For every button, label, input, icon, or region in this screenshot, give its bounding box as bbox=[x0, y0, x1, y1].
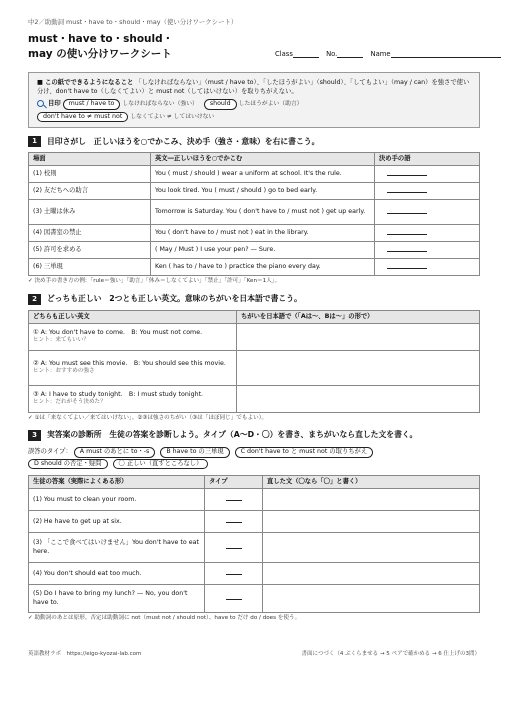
sentence-cell[interactable]: You ( don't have to / must not ) eat in the library. bbox=[151, 225, 375, 242]
corrected-answer-cell[interactable] bbox=[263, 585, 480, 613]
section-3-table bbox=[28, 475, 480, 613]
pair-text: ③ A: I have to study tonight. B: I must study tonight. bbox=[33, 391, 204, 399]
answer-line bbox=[226, 594, 242, 600]
corrected-answer-cell[interactable] bbox=[263, 489, 480, 511]
answer-line bbox=[387, 170, 427, 176]
magnifier-icon bbox=[37, 100, 44, 107]
footer-publisher: 英語教材ラボ https://eigo-kyozai-lab.com bbox=[28, 651, 142, 657]
difference-answer-cell[interactable] bbox=[237, 385, 480, 412]
sentence-cell[interactable]: Tomorrow is Saturday. You ( don't have to / must not ) get up early. bbox=[151, 200, 375, 225]
number-field[interactable] bbox=[337, 50, 363, 58]
table-row bbox=[29, 323, 480, 350]
table-row bbox=[29, 563, 480, 585]
difference-answer-cell[interactable] bbox=[237, 323, 480, 350]
table-row bbox=[29, 242, 480, 259]
key-note-must: しなければならない（強い） bbox=[122, 101, 198, 108]
type-answer-cell[interactable] bbox=[205, 511, 263, 533]
table-row bbox=[29, 183, 480, 200]
type-answer-cell[interactable] bbox=[205, 489, 263, 511]
keyword-answer-cell[interactable] bbox=[375, 242, 480, 259]
key-label: 目印 bbox=[48, 100, 61, 108]
section-1-title: 目印さがし 正しいほうを○でかこみ、決め手（強さ・意味）を右に書こう。 bbox=[47, 136, 320, 146]
keyword-answer-cell[interactable] bbox=[375, 200, 480, 225]
type-answer-cell[interactable] bbox=[205, 585, 263, 613]
keyword-answer-cell[interactable] bbox=[375, 259, 480, 276]
breadcrumb: 中2／助動詞 must・have to・should・may（使い分けワークシート） bbox=[28, 18, 238, 26]
contrast-row bbox=[37, 112, 471, 123]
table-row bbox=[29, 350, 480, 385]
student-answer-cell: (5) Do I have to bring my lunch? — No, you don't have to. bbox=[29, 585, 205, 613]
class-label: Class bbox=[275, 49, 293, 58]
header-keyword: 決め手の語 bbox=[375, 153, 480, 166]
key-pill-must: must / have to bbox=[63, 99, 121, 110]
pair-hint: ヒント：おすすめの強さ bbox=[33, 368, 95, 375]
table-header-row bbox=[29, 310, 480, 323]
corrected-answer-cell[interactable] bbox=[263, 563, 480, 585]
table-row bbox=[29, 385, 480, 412]
pair-hint: ヒント：来てもいい？ bbox=[33, 337, 89, 344]
section-3-number: 3 bbox=[28, 430, 41, 441]
table-header-row bbox=[29, 475, 480, 488]
page-footer bbox=[28, 651, 480, 658]
answer-line bbox=[226, 569, 242, 575]
keyword-answer-cell[interactable] bbox=[375, 225, 480, 242]
header-scene: 場面 bbox=[29, 153, 151, 166]
section-2-footnote: ✓ ①は「来なくてよい／来てはいけない」。②③は強さのちがい（③は「ほぼ同じ」でもよい）。 bbox=[28, 414, 268, 421]
section-1-heading bbox=[28, 136, 480, 147]
section-3-title: 実答案の診断所 生徒の答案を診断しよう。タイプ（A～D・〇）を書き、まちがいなら直した文を書く。 bbox=[47, 430, 418, 440]
section-2-table bbox=[28, 310, 480, 413]
pair-text: ② A: You must see this movie. B: You should see this movie. bbox=[33, 360, 226, 368]
pair-cell bbox=[29, 323, 237, 350]
scene-cell: (5) 許可を求める bbox=[29, 242, 151, 259]
table-row bbox=[29, 533, 480, 563]
scene-cell: (1) 校則 bbox=[29, 166, 151, 183]
contrast-note: しなくてよい ≠ してはいけない bbox=[130, 113, 215, 120]
table-row bbox=[29, 511, 480, 533]
section-2-number: 2 bbox=[28, 294, 41, 305]
no-label: No. bbox=[326, 49, 338, 58]
key-note-should: したほうがよい（助言） bbox=[238, 101, 303, 108]
answer-line bbox=[387, 187, 427, 193]
answer-line bbox=[226, 543, 242, 549]
type-pill-a: A must のあとに to・-s bbox=[74, 447, 156, 458]
sentence-cell[interactable]: Ken ( has to / have to ) practice the piano every day. bbox=[151, 259, 375, 276]
section-2-title: どっちも正しい 2つとも正しい英文。意味のちがいを日本語で書こう。 bbox=[47, 294, 302, 304]
section-1-number: 1 bbox=[28, 136, 41, 147]
keyword-answer-cell[interactable] bbox=[375, 166, 480, 183]
intro-box bbox=[28, 72, 480, 129]
table-row bbox=[29, 225, 480, 242]
section-2-heading bbox=[28, 294, 480, 305]
answer-line bbox=[387, 246, 427, 252]
corrected-answer-cell[interactable] bbox=[263, 511, 480, 533]
title-row bbox=[28, 32, 480, 62]
student-answer-cell: (2) He have to get up at six. bbox=[29, 511, 205, 533]
key-pill-should: should bbox=[204, 99, 237, 110]
section-3-footnote: ✓ 助動詞のあとは原形。否定は助動詞に not（must not / should not）、have to だけ do / does を使う。 bbox=[28, 615, 301, 622]
sentence-cell[interactable]: You ( must / should ) wear a uniform at school. It's the rule. bbox=[151, 166, 375, 183]
student-answer-cell: (4) You don't should eat too much. bbox=[29, 563, 205, 585]
name-label: Name bbox=[370, 49, 391, 58]
answer-line bbox=[226, 495, 242, 501]
student-answer-cell: (1) You must to clean your room. bbox=[29, 489, 205, 511]
table-row bbox=[29, 489, 480, 511]
header-corrected: 直した文（〇なら「〇」と書く） bbox=[263, 475, 480, 488]
scene-cell: (2) 友だちへの助言 bbox=[29, 183, 151, 200]
pair-cell bbox=[29, 350, 237, 385]
pair-text: ① A: You don't have to come. B: You must not come. bbox=[33, 329, 203, 337]
scene-cell: (3) 土曜は休み bbox=[29, 200, 151, 225]
answer-line bbox=[226, 517, 242, 523]
key-row bbox=[37, 99, 471, 110]
table-row bbox=[29, 200, 480, 225]
title-line-2: may の使い分けワークシート bbox=[28, 47, 172, 60]
header-sentence: 英文―正しいほうを○でかこむ bbox=[151, 153, 375, 166]
table-row bbox=[29, 585, 480, 613]
type-answer-cell[interactable] bbox=[205, 563, 263, 585]
type-pill-ok: 〇 正しい（直すところなし） bbox=[113, 459, 209, 470]
student-answer-cell: (3) 「ここで食べてはいけません」You don't have to eat here. bbox=[29, 533, 205, 563]
answer-line bbox=[387, 263, 427, 269]
class-field[interactable] bbox=[293, 50, 319, 58]
name-fields bbox=[275, 50, 506, 59]
header-type: タイプ bbox=[205, 475, 263, 488]
error-types-label: 誤答のタイプ： bbox=[28, 448, 72, 456]
intro-body: 「しなければならない」（must / have to）、「したほうがよい」（should）、「してもよい」（may / can）を強さで使い分け、don't have to（しなくてよい）と must not（してはいけない）を取りちがえない。 bbox=[37, 78, 470, 96]
answer-line bbox=[387, 229, 427, 235]
footer-next: 書面につづく（4 ぶくらませる → 5 ペアで確かめる → 6 仕上げの3問） bbox=[301, 651, 480, 657]
sentence-cell[interactable]: ( May / Must ) I use your pen? — Sure. bbox=[151, 242, 375, 259]
contrast-pill: don't have to ≠ must not bbox=[37, 112, 128, 123]
title-line-1: must・have to・should・ bbox=[28, 32, 174, 45]
table-header-row bbox=[29, 153, 480, 166]
table-row bbox=[29, 259, 480, 276]
section-3-heading bbox=[28, 430, 480, 441]
header-answer: 生徒の答案（実際によくある形） bbox=[29, 475, 205, 488]
type-pill-b: B have to の三単現 bbox=[160, 447, 229, 458]
scene-cell: (6) 三単現 bbox=[29, 259, 151, 276]
corrected-answer-cell[interactable] bbox=[263, 533, 480, 563]
pair-cell bbox=[29, 385, 237, 412]
intro-lead: ■ この紙でできるようになること bbox=[37, 78, 134, 86]
header-difference: ちがいを日本語で（「Aは～、Bは～」の形で） bbox=[237, 310, 480, 323]
answer-line bbox=[387, 208, 427, 214]
keyword-answer-cell[interactable] bbox=[375, 183, 480, 200]
intro-text bbox=[37, 78, 471, 98]
type-answer-cell[interactable] bbox=[205, 533, 263, 563]
name-field[interactable] bbox=[391, 50, 501, 58]
header-pair: どちらも正しい英文 bbox=[29, 310, 237, 323]
table-row bbox=[29, 166, 480, 183]
error-types bbox=[28, 446, 480, 470]
section-1-table bbox=[28, 152, 480, 276]
pair-hint: ヒント：だれがそう決めた？ bbox=[33, 399, 106, 406]
sentence-cell[interactable]: You look tired. You ( must / should ) go to bed early. bbox=[151, 183, 375, 200]
type-pill-c: C don't have to と must not の取りちがえ bbox=[235, 447, 374, 458]
section-1-footnote: ✓ 決め手の書き方の例：「rule＝強い」「助言」「休み＝しなくてよい」「禁止」「許可」「Ken＝1人」。 bbox=[28, 278, 281, 285]
difference-answer-cell[interactable] bbox=[237, 350, 480, 385]
page-title bbox=[28, 32, 268, 62]
scene-cell: (4) 図書室の禁止 bbox=[29, 225, 151, 242]
type-pill-d: D should の否定・疑問 bbox=[28, 459, 108, 470]
